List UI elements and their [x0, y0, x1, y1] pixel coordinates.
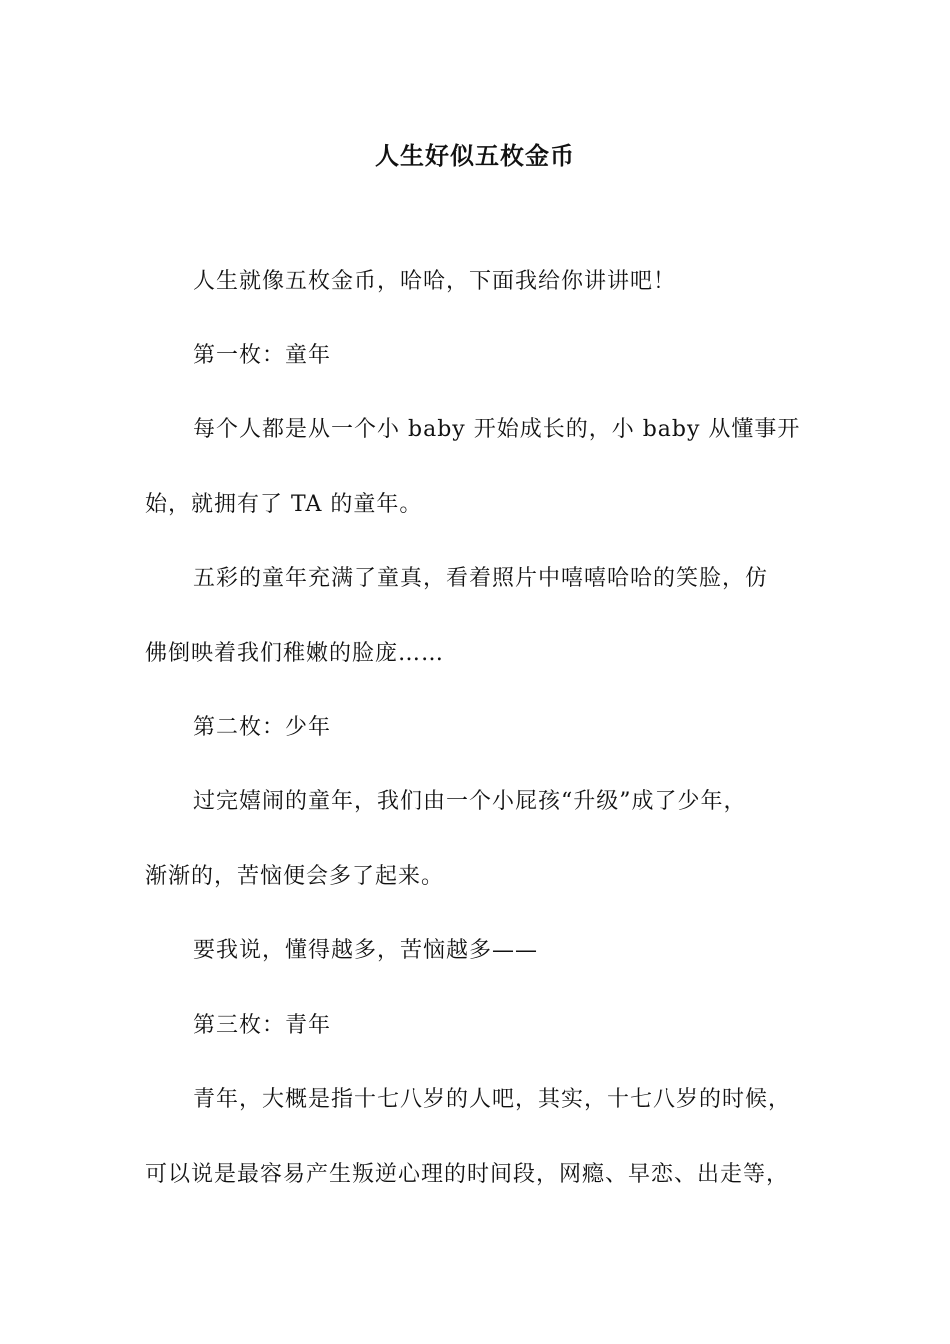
section-heading: 第一枚：童年: [193, 343, 332, 368]
section-heading: 第三枚：青年: [193, 1013, 332, 1038]
paragraph-line: 可以说是最容易产生叛逆心理的时间段，网瘾、早恋、出走等，: [145, 1162, 790, 1187]
section-heading: 第二枚：少年: [193, 715, 332, 740]
paragraph-line: 青年，大概是指十七八岁的人吧，其实，十七八岁的时候，: [193, 1087, 792, 1112]
paragraph-line: 佛倒映着我们稚嫩的脸庞……: [145, 641, 445, 666]
document-title: 人生好似五枚金币: [375, 141, 575, 170]
paragraph-line: 每个人都是从一个小 baby 开始成长的，小 baby 从懂事开: [193, 417, 801, 442]
paragraph-line: 始，就拥有了 TA 的童年。: [145, 492, 423, 517]
paragraph-line: 要我说，懂得越多，苦恼越多——: [193, 938, 539, 963]
paragraph-line: 人生就像五枚金币，哈哈，下面我给你讲讲吧！: [193, 269, 677, 294]
paragraph-line: 五彩的童年充满了童真，看着照片中嘻嘻哈哈的笑脸，仿: [193, 566, 769, 591]
paragraph-line: 过完嬉闹的童年，我们由一个小屁孩“升级”成了少年，: [193, 789, 747, 814]
paragraph-line: 渐渐的，苦恼便会多了起来。: [145, 864, 445, 889]
